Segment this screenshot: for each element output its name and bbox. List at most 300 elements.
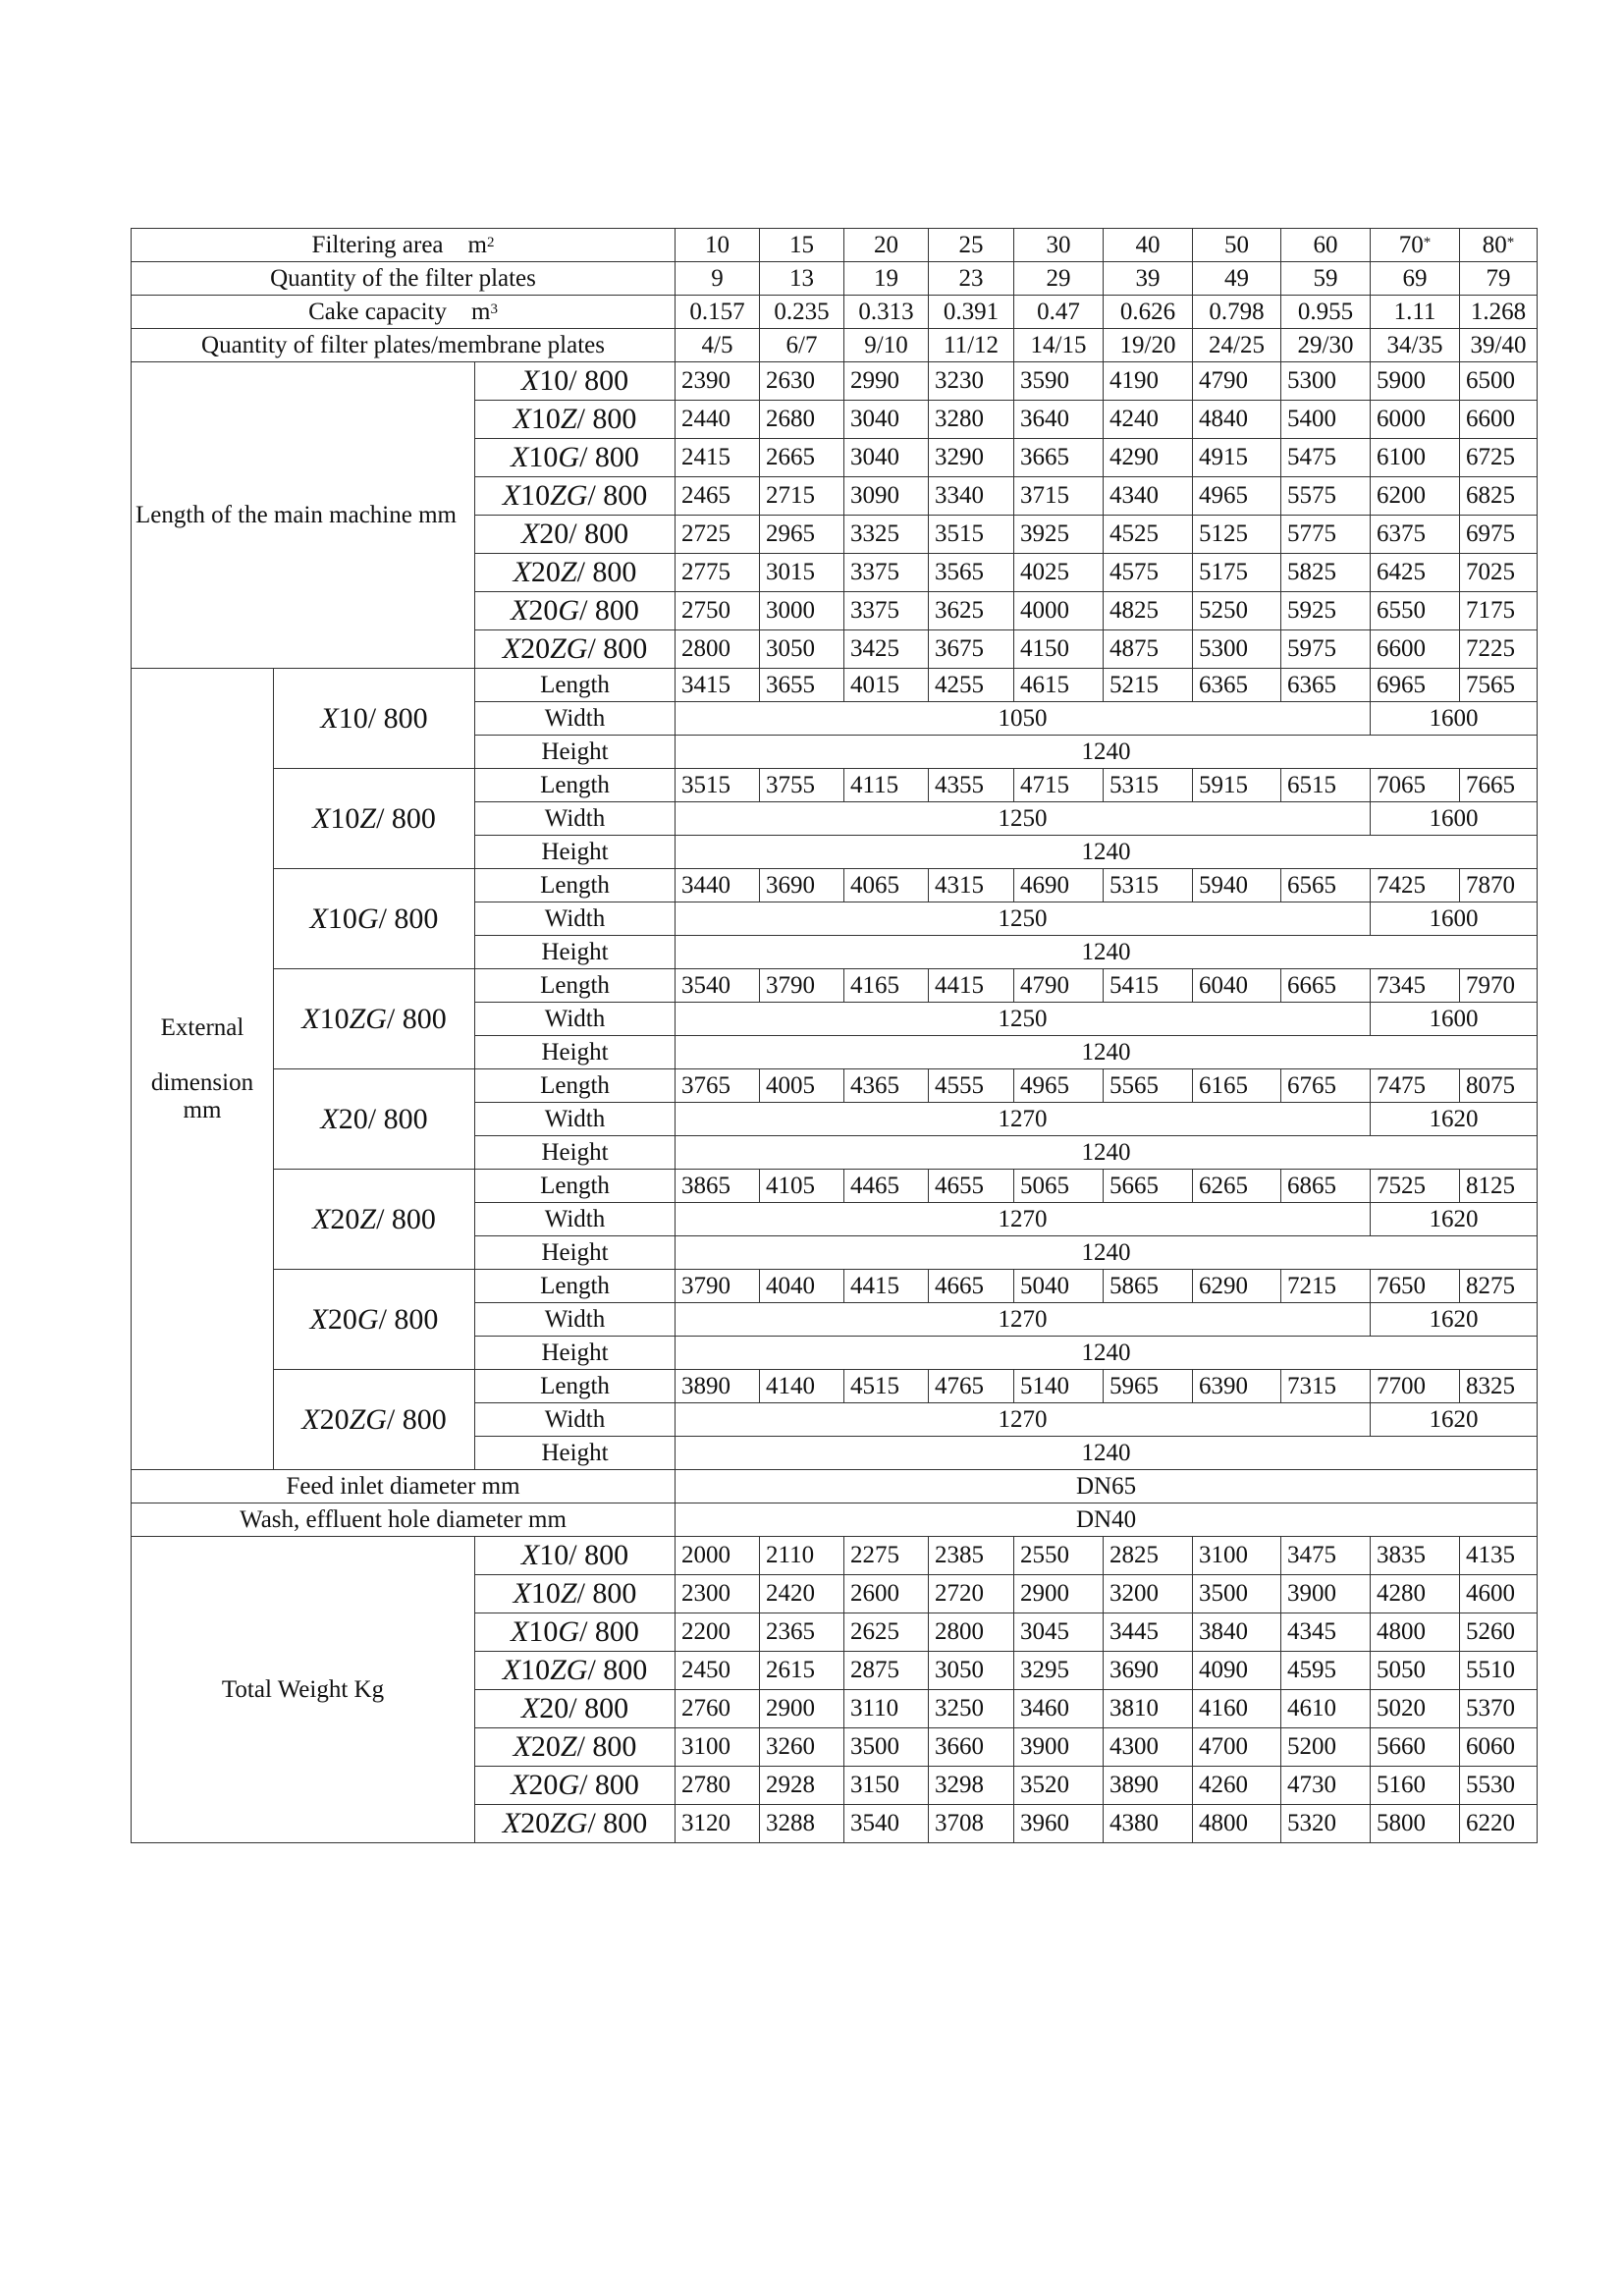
- cake-capacity-value: 0.955: [1281, 296, 1371, 329]
- model-tail: / 800: [587, 632, 648, 665]
- ext-length-value: 5140: [1014, 1370, 1104, 1403]
- length-value: 3515: [929, 516, 1014, 554]
- weight-value: 3890: [1104, 1767, 1193, 1805]
- value: 30: [1046, 231, 1071, 258]
- filtering-area-value: [929, 229, 1014, 262]
- length-value: 4240: [1104, 401, 1193, 439]
- model-suffix: Z: [560, 403, 577, 435]
- length-value: 3340: [929, 477, 1014, 516]
- model-label: [274, 769, 475, 869]
- quantity-value: 13: [760, 262, 844, 296]
- model-tail: / 800: [579, 441, 639, 473]
- model-mid: 20: [327, 1302, 357, 1336]
- dimension-label: Height: [475, 736, 676, 769]
- row-label: Filtering area: [311, 231, 444, 258]
- model-tail: / 800: [568, 364, 629, 397]
- ext-length-value: 5565: [1104, 1069, 1193, 1103]
- weight-value: 3050: [929, 1652, 1014, 1690]
- length-value: 2630: [760, 362, 844, 401]
- weight-value: 4280: [1371, 1575, 1460, 1613]
- filtering-area-label: [132, 229, 676, 262]
- model-suffix: G: [356, 1302, 379, 1336]
- model-suffix: G: [558, 1769, 580, 1801]
- ext-length-value: 7700: [1371, 1370, 1460, 1403]
- plates-ratio-value: 11/12: [929, 329, 1014, 362]
- ext-width-value: 1270: [676, 1303, 1371, 1337]
- weight-value: 2615: [760, 1652, 844, 1690]
- model-prefix: X: [520, 518, 540, 550]
- length-value: 6000: [1371, 401, 1460, 439]
- weight-value: 2275: [844, 1537, 929, 1575]
- quantity-value: 39: [1104, 262, 1193, 296]
- length-value: 4000: [1014, 592, 1104, 630]
- weight-value: 5160: [1371, 1767, 1460, 1805]
- weight-value: 4595: [1281, 1652, 1371, 1690]
- length-value: 2680: [760, 401, 844, 439]
- length-value: 5775: [1281, 516, 1371, 554]
- length-value: 6500: [1460, 362, 1538, 401]
- unit-exponent: 2: [486, 234, 495, 250]
- weight-value: 2300: [676, 1575, 760, 1613]
- model-label: [274, 1170, 475, 1270]
- ext-length-value: 3790: [676, 1270, 760, 1303]
- quantity-value: 9: [676, 262, 760, 296]
- wash-effluent-value: DN40: [676, 1503, 1538, 1537]
- ext-length-value: 4715: [1014, 769, 1104, 802]
- ext-height-value: 1240: [676, 1036, 1538, 1069]
- length-value: 4575: [1104, 554, 1193, 592]
- ext-length-value: 5915: [1193, 769, 1281, 802]
- model-prefix: X: [511, 1615, 529, 1648]
- dimension-label: Width: [475, 802, 676, 836]
- row-ext-length: [132, 1370, 1538, 1403]
- weight-value: 4345: [1281, 1613, 1371, 1652]
- ext-height-value: 1240: [676, 736, 1538, 769]
- ext-length-value: 3515: [676, 769, 760, 802]
- model-mid: 20: [539, 1692, 569, 1724]
- model-suffix: Z: [560, 1577, 577, 1610]
- weight-value: 5050: [1371, 1652, 1460, 1690]
- weight-value: 2900: [1014, 1575, 1104, 1613]
- ext-length-value: 7870: [1460, 869, 1538, 902]
- weight-value: 5200: [1281, 1728, 1371, 1767]
- model-label: [475, 516, 676, 554]
- model-tail: / 800: [386, 1002, 447, 1035]
- model-tail: / 800: [386, 1402, 447, 1436]
- ext-length-value: 7650: [1371, 1270, 1460, 1303]
- length-value: 5575: [1281, 477, 1371, 516]
- weight-value: 3840: [1193, 1613, 1281, 1652]
- weight-value: 2625: [844, 1613, 929, 1652]
- length-value: 5175: [1193, 554, 1281, 592]
- ext-length-value: 5315: [1104, 869, 1193, 902]
- row-ext-length: [132, 1069, 1538, 1103]
- model-prefix: X: [511, 594, 529, 627]
- cake-capacity-value: 1.268: [1460, 296, 1538, 329]
- ext-length-value: 6765: [1281, 1069, 1371, 1103]
- model-label: [475, 554, 676, 592]
- model-prefix: X: [513, 1577, 531, 1610]
- weight-value: 2365: [760, 1613, 844, 1652]
- ext-width-value-large: 1620: [1371, 1303, 1538, 1337]
- ext-length-value: 4415: [929, 969, 1014, 1003]
- row-ext-length: [132, 1270, 1538, 1303]
- length-value: 7025: [1460, 554, 1538, 592]
- ext-length-value: 3790: [760, 969, 844, 1003]
- length-value: 4290: [1104, 439, 1193, 477]
- ext-length-value: 8275: [1460, 1270, 1538, 1303]
- weight-value: 5660: [1371, 1728, 1460, 1767]
- model-mid: 20: [528, 594, 559, 627]
- model-tail: / 800: [568, 1692, 629, 1724]
- model-tail: / 800: [587, 1654, 648, 1686]
- quantity-value: 23: [929, 262, 1014, 296]
- weight-value: 3900: [1014, 1728, 1104, 1767]
- ext-length-value: 4515: [844, 1370, 929, 1403]
- weight-value: 4610: [1281, 1690, 1371, 1728]
- ext-length-value: 6390: [1193, 1370, 1281, 1403]
- model-suffix: ZG: [349, 1002, 387, 1035]
- ext-length-value: 5965: [1104, 1370, 1193, 1403]
- ext-length-value: 4615: [1014, 669, 1104, 702]
- model-label: [475, 477, 676, 516]
- weight-value: 5510: [1460, 1652, 1538, 1690]
- row-ext-length: [132, 969, 1538, 1003]
- model-tail: / 800: [587, 1807, 648, 1839]
- filtering-area-value: [844, 229, 929, 262]
- weight-value: 2000: [676, 1537, 760, 1575]
- plates-ratio-value: 34/35: [1371, 329, 1460, 362]
- model-prefix: X: [502, 632, 521, 665]
- dimension-label: Width: [475, 1303, 676, 1337]
- length-value: 5900: [1371, 362, 1460, 401]
- length-value: 5825: [1281, 554, 1371, 592]
- model-label: [274, 1069, 475, 1170]
- filter-press-spec-table: [131, 228, 1538, 1843]
- model-tail: / 800: [576, 403, 637, 435]
- length-value: 3000: [760, 592, 844, 630]
- row-total-weight: [132, 1537, 1538, 1575]
- length-value: 3715: [1014, 477, 1104, 516]
- weight-value: 3298: [929, 1767, 1014, 1805]
- model-suffix: Z: [560, 556, 577, 588]
- weight-value: 3500: [1193, 1575, 1281, 1613]
- filtering-area-value: [1460, 229, 1538, 262]
- model-mid: 10: [327, 902, 357, 935]
- model-mid: 10: [319, 1002, 350, 1035]
- weight-value: 2720: [929, 1575, 1014, 1613]
- filtering-area-value: [760, 229, 844, 262]
- model-suffix: ZG: [550, 1654, 588, 1686]
- length-value: 6375: [1371, 516, 1460, 554]
- ext-length-value: 4105: [760, 1170, 844, 1203]
- weight-value: 5020: [1371, 1690, 1460, 1728]
- length-value: 3090: [844, 477, 929, 516]
- length-value: 3230: [929, 362, 1014, 401]
- weight-value: 3690: [1104, 1652, 1193, 1690]
- dimension-label: Width: [475, 1403, 676, 1437]
- weight-value: 3475: [1281, 1537, 1371, 1575]
- model-prefix: X: [502, 1654, 521, 1686]
- dimension-label: Height: [475, 936, 676, 969]
- weight-value: 2825: [1104, 1537, 1193, 1575]
- model-suffix: G: [558, 441, 580, 473]
- length-value: 2390: [676, 362, 760, 401]
- length-value: 3565: [929, 554, 1014, 592]
- model-tail: / 800: [376, 1202, 436, 1235]
- ext-length-value: 3440: [676, 869, 760, 902]
- ext-length-value: 7425: [1371, 869, 1460, 902]
- model-prefix: X: [301, 1002, 320, 1035]
- ext-length-value: 6865: [1281, 1170, 1371, 1203]
- model-suffix: G: [356, 902, 379, 935]
- value: 70: [1398, 231, 1424, 258]
- dimension-label: Width: [475, 902, 676, 936]
- model-prefix: X: [513, 1730, 531, 1763]
- value: 40: [1135, 231, 1161, 258]
- weight-value: 4135: [1460, 1537, 1538, 1575]
- ext-length-value: 4415: [844, 1270, 929, 1303]
- length-value: 2775: [676, 554, 760, 592]
- model-tail: / 800: [579, 594, 639, 627]
- model-mid: 10: [530, 403, 561, 435]
- weight-value: 4800: [1193, 1805, 1281, 1843]
- length-value: 5400: [1281, 401, 1371, 439]
- weight-value: 5370: [1460, 1690, 1538, 1728]
- model-mid: 20: [530, 556, 561, 588]
- quantity-value: 59: [1281, 262, 1371, 296]
- model-mid: 20: [330, 1202, 360, 1235]
- model-tail: / 800: [587, 479, 648, 512]
- weight-value: 3295: [1014, 1652, 1104, 1690]
- model-suffix: Z: [359, 801, 377, 835]
- model-mid: 20: [338, 1102, 368, 1135]
- ext-length-value: 6265: [1193, 1170, 1281, 1203]
- value: 20: [874, 231, 899, 258]
- length-value: 3290: [929, 439, 1014, 477]
- length-value: 6975: [1460, 516, 1538, 554]
- label-line: mm: [183, 1096, 222, 1123]
- plates-ratio-value: 39/40: [1460, 329, 1538, 362]
- plates-ratio-value: 6/7: [760, 329, 844, 362]
- weight-value: 4800: [1371, 1613, 1460, 1652]
- model-mid: 10: [338, 701, 368, 735]
- cake-capacity-value: 0.798: [1193, 296, 1281, 329]
- model-mid: 10: [520, 1654, 551, 1686]
- length-value: 2415: [676, 439, 760, 477]
- main-length-label: Length of the main machine mm: [132, 362, 475, 669]
- ext-length-value: 7665: [1460, 769, 1538, 802]
- feed-inlet-value: DN65: [676, 1470, 1538, 1503]
- model-prefix: X: [511, 441, 529, 473]
- model-suffix: ZG: [550, 632, 588, 665]
- ext-length-value: 5040: [1014, 1270, 1104, 1303]
- plates-ratio-value: 19/20: [1104, 329, 1193, 362]
- weight-value: 3708: [929, 1805, 1014, 1843]
- weight-value: 4090: [1193, 1652, 1281, 1690]
- filtering-area-value: [1371, 229, 1460, 262]
- value: 25: [958, 231, 984, 258]
- cake-capacity-value: 0.47: [1014, 296, 1104, 329]
- model-prefix: X: [520, 364, 540, 397]
- ext-width-value-large: 1620: [1371, 1403, 1538, 1437]
- dimension-label: Length: [475, 969, 676, 1003]
- weight-value: 3200: [1104, 1575, 1193, 1613]
- dimension-label: Height: [475, 1437, 676, 1470]
- ext-length-value: 4665: [929, 1270, 1014, 1303]
- model-tail: / 800: [576, 1730, 637, 1763]
- weight-value: 3150: [844, 1767, 929, 1805]
- weight-value: 2780: [676, 1767, 760, 1805]
- weight-value: 2550: [1014, 1537, 1104, 1575]
- dimension-label: Height: [475, 836, 676, 869]
- model-label: [475, 1652, 676, 1690]
- model-label: [274, 1370, 475, 1470]
- weight-value: 2385: [929, 1537, 1014, 1575]
- ext-length-value: 6365: [1281, 669, 1371, 702]
- weight-value: 3500: [844, 1728, 929, 1767]
- weight-value: 5800: [1371, 1805, 1460, 1843]
- length-value: 2715: [760, 477, 844, 516]
- ext-length-value: 4140: [760, 1370, 844, 1403]
- dimension-label: Length: [475, 1170, 676, 1203]
- ext-length-value: 4655: [929, 1170, 1014, 1203]
- length-value: 3050: [760, 630, 844, 669]
- length-value: 6600: [1371, 630, 1460, 669]
- ext-length-value: 4555: [929, 1069, 1014, 1103]
- weight-value: 2900: [760, 1690, 844, 1728]
- ext-length-value: 5215: [1104, 669, 1193, 702]
- model-label: [475, 362, 676, 401]
- model-prefix: X: [502, 479, 521, 512]
- ext-length-value: 4015: [844, 669, 929, 702]
- ext-length-value: 7475: [1371, 1069, 1460, 1103]
- weight-value: 2875: [844, 1652, 929, 1690]
- dimension-label: Height: [475, 1337, 676, 1370]
- model-tail: / 800: [376, 801, 436, 835]
- ext-length-value: 6165: [1193, 1069, 1281, 1103]
- weight-value: 3250: [929, 1690, 1014, 1728]
- ext-length-value: 4465: [844, 1170, 929, 1203]
- model-prefix: X: [320, 701, 339, 735]
- weight-value: 4380: [1104, 1805, 1193, 1843]
- dimension-label: Length: [475, 1370, 676, 1403]
- weight-value: 2420: [760, 1575, 844, 1613]
- ext-length-value: 3540: [676, 969, 760, 1003]
- plates-ratio-value: 29/30: [1281, 329, 1371, 362]
- length-value: 2750: [676, 592, 760, 630]
- row-ext-length: [132, 869, 1538, 902]
- weight-value: 3445: [1104, 1613, 1193, 1652]
- model-label: [475, 592, 676, 630]
- model-mid: 10: [530, 1577, 561, 1610]
- ext-length-value: 6290: [1193, 1270, 1281, 1303]
- model-suffix: ZG: [550, 479, 588, 512]
- ext-width-value: 1250: [676, 902, 1371, 936]
- ext-width-value-large: 1620: [1371, 1103, 1538, 1136]
- ext-length-value: 5065: [1014, 1170, 1104, 1203]
- ext-length-value: 4690: [1014, 869, 1104, 902]
- row-quantity-filter-plates: [132, 262, 1538, 296]
- length-value: 2465: [676, 477, 760, 516]
- length-value: 4825: [1104, 592, 1193, 630]
- external-dimension-label: [132, 669, 274, 1470]
- model-label: [475, 630, 676, 669]
- dimension-label: Length: [475, 869, 676, 902]
- weight-value: 3260: [760, 1728, 844, 1767]
- ext-length-value: 4115: [844, 769, 929, 802]
- cake-capacity-value: 0.235: [760, 296, 844, 329]
- ext-width-value-large: 1620: [1371, 1203, 1538, 1236]
- model-label: [274, 669, 475, 769]
- length-value: 4790: [1193, 362, 1281, 401]
- row-main-length: [132, 362, 1538, 401]
- ext-length-value: 4165: [844, 969, 929, 1003]
- length-value: 3590: [1014, 362, 1104, 401]
- model-label: [475, 1575, 676, 1613]
- length-value: 6725: [1460, 439, 1538, 477]
- length-value: 2665: [760, 439, 844, 477]
- weight-value: 2110: [760, 1537, 844, 1575]
- ext-height-value: 1240: [676, 1236, 1538, 1270]
- ext-length-value: 7525: [1371, 1170, 1460, 1203]
- ext-height-value: 1240: [676, 1337, 1538, 1370]
- model-mid: 10: [528, 1615, 559, 1648]
- ext-width-value: 1250: [676, 802, 1371, 836]
- dimension-label: Height: [475, 1236, 676, 1270]
- model-label: [475, 439, 676, 477]
- weight-value: 2450: [676, 1652, 760, 1690]
- model-mid: 10: [539, 364, 569, 397]
- model-label: [475, 1613, 676, 1652]
- footnote-mark: *: [1506, 234, 1515, 250]
- weight-value: 2928: [760, 1767, 844, 1805]
- plates-ratio-value: 24/25: [1193, 329, 1281, 362]
- ext-length-value: 6565: [1281, 869, 1371, 902]
- ext-width-value: 1250: [676, 1003, 1371, 1036]
- length-value: 4875: [1104, 630, 1193, 669]
- row-ext-length: [132, 769, 1538, 802]
- length-value: 3925: [1014, 516, 1104, 554]
- model-suffix: G: [558, 594, 580, 627]
- model-mid: 10: [520, 479, 551, 512]
- weight-value: 2600: [844, 1575, 929, 1613]
- model-tail: / 800: [579, 1769, 639, 1801]
- unit-exponent: 3: [490, 301, 498, 317]
- ext-length-value: 5940: [1193, 869, 1281, 902]
- ext-length-value: 7065: [1371, 769, 1460, 802]
- row-cake-capacity: [132, 296, 1538, 329]
- model-prefix: X: [312, 1202, 331, 1235]
- length-value: 6600: [1460, 401, 1538, 439]
- model-label: [274, 869, 475, 969]
- value: 50: [1224, 231, 1250, 258]
- model-suffix: ZG: [349, 1402, 387, 1436]
- length-value: 4340: [1104, 477, 1193, 516]
- ext-height-value: 1240: [676, 836, 1538, 869]
- ext-height-value: 1240: [676, 1437, 1538, 1470]
- length-value: 4840: [1193, 401, 1281, 439]
- model-mid: 10: [539, 1539, 569, 1571]
- value: 60: [1313, 231, 1338, 258]
- weight-value: 3900: [1281, 1575, 1371, 1613]
- cake-capacity-value: 1.11: [1371, 296, 1460, 329]
- row-wash-effluent: [132, 1503, 1538, 1537]
- model-prefix: X: [312, 801, 331, 835]
- length-value: 6200: [1371, 477, 1460, 516]
- model-mid: 20: [539, 518, 569, 550]
- weight-value: 3460: [1014, 1690, 1104, 1728]
